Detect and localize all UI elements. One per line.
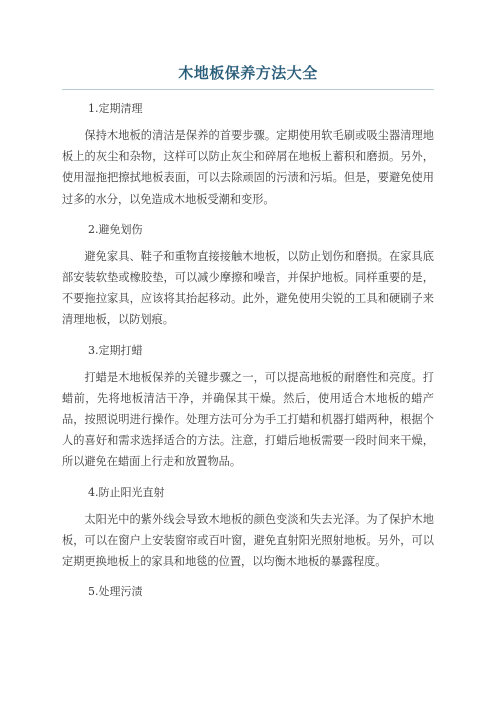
section-heading: 2.避免划伤 [88,222,143,236]
section-avoid-scratches [62,223,434,331]
section-heading: 3.定期打蜡 [88,343,143,357]
title-divider [62,89,434,90]
section-regular-cleaning [62,102,434,210]
section-paragraph: 保持木地板的清洁是保养的首要步骤。定期使用软毛刷或吸尘器清理地板上的灰尘和杂物，这样可以防止灰尘和碎屑在地板上蓄积和磨损。另外，使用湿拖把擦拭地板表面，可以去除顽固的污渍和污垢。但是，要避免使用过多的水分，以免造成木地板受潮和变形。 [62,129,434,206]
section-regular-waxing [62,344,434,473]
section-heading: 1.定期清理 [88,102,143,115]
section-heading: 5.处理污渍 [88,585,143,599]
section-paragraph: 避免家具、鞋子和重物直接接触木地板，以防止划伤和磨损。在家具底部安装软垫或橡胶垫，可以减少摩擦和噪音，并保护地板。同样重要的是，不要拖拉家具，应该将其抬起移动。此外，避免使用尖锐的工具和硬刷子来清理地板，以防划痕。 [62,249,434,327]
section-paragraph: 打蜡是木地板保养的关键步骤之一，可以提高地板的耐磨性和亮度。打蜡前，先将地板清洁干净，并确保其干燥。然后，使用适合木地板的蜡产品，按照说明进行操作。处理方法可分为手工打蜡和机器打蜡两种，根据个人的喜好和需求选择适合的方法。注意，打蜡后地板需要一段时间来干燥，所以避免在蜡面上行走和放置物品。 [62,370,434,469]
document-title: 木地板保养方法大全 [178,64,318,82]
section-stain-treatment [62,585,434,599]
section-heading: 4.防止阳光直射 [88,485,165,499]
section-sunlight-protection [62,486,434,573]
section-paragraph: 太阳光中的紫外线会导致木地板的颜色变淡和失去光泽。为了保护木地板，可以在窗户上安装窗帘或百叶窗，避免直射阳光照射地板。另外，可以定期更换地板上的家具和地毯的位置，以均衡木地板的暴露程度。 [62,512,434,569]
